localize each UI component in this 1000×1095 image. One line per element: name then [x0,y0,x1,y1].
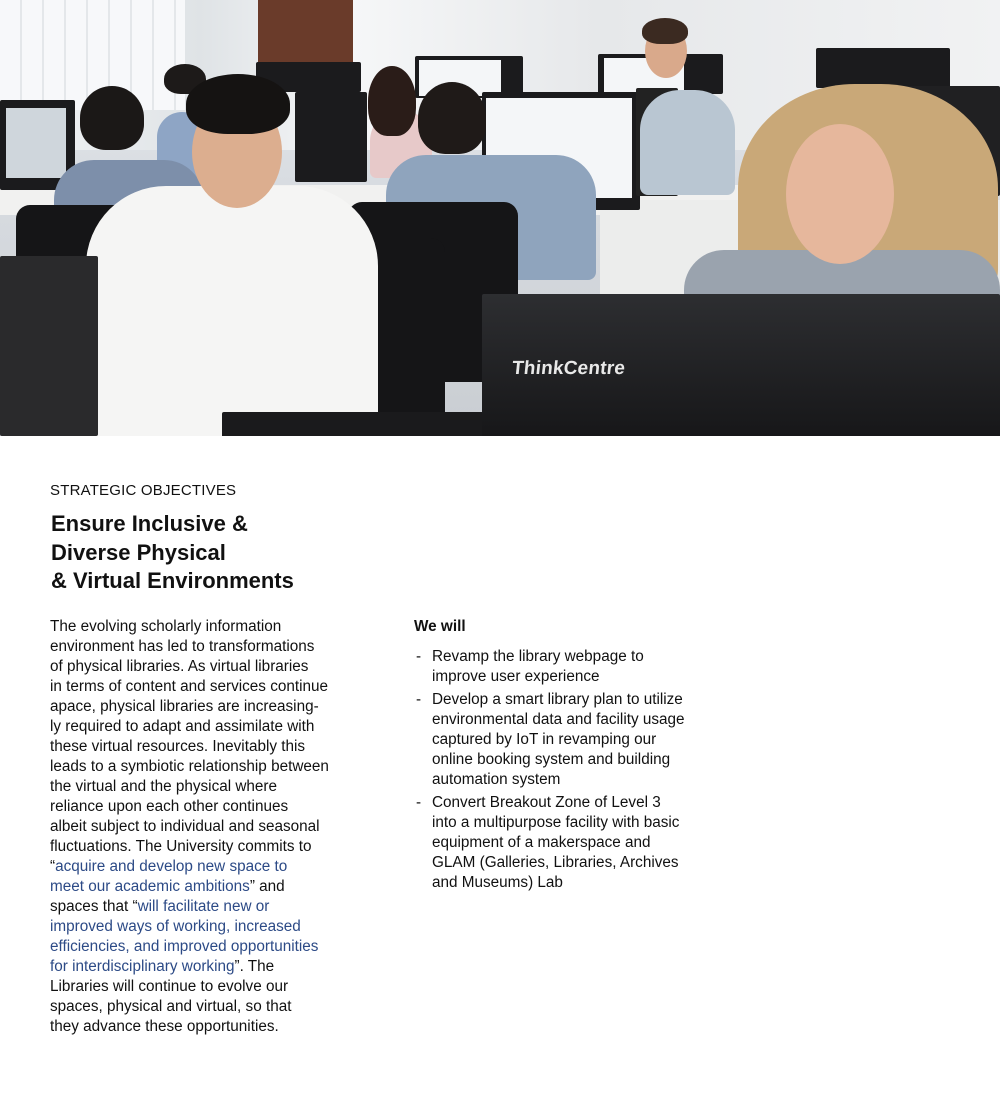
body-line: in terms of content and services continue [50,678,329,695]
actions-heading: We will [414,618,466,635]
section-title [51,510,381,596]
quote-text: meet our academic ambitions [50,878,250,895]
quote-text: will facilitate new or [137,898,270,915]
body-line: apace, physical libraries are increasing- [50,698,319,715]
body-line: Libraries will continue to evolve our [50,978,289,995]
bullet-marker: - [416,648,422,665]
body-line: environment has led to transformations [50,638,315,655]
list-item-line: environmental data and facility usage [432,711,685,728]
body-line: ly required to adapt and assimilate with [50,718,315,735]
person-hair [186,74,290,134]
quote-close-text: ”. The [234,958,275,975]
monitor-brand-label: ThinkCentre [510,358,627,379]
list-item-line: Develop a smart library plan to utilize [432,691,683,708]
list-item [414,690,714,790]
section-eyebrow: STRATEGIC OBJECTIVES [50,482,237,499]
person-head [786,124,894,264]
bullet-marker: - [416,691,422,708]
body-line: they advance these opportunities. [50,1018,279,1035]
body-line: The evolving scholarly information [50,618,282,635]
body-line-quote [50,897,350,917]
hero-photo [0,0,1000,436]
list-item [414,793,714,893]
quote-lead-text: spaces that “ [50,898,138,915]
body-line: spaces, physical and virtual, so that [50,998,292,1015]
quote-text: acquire and develop new space to [55,858,288,875]
body-line: albeit subject to individual and seasonal [50,818,320,835]
list-item-line: captured by IoT in revamping our [432,731,657,748]
list-item-line: equipment of a makerspace and [432,834,651,851]
list-item [414,647,714,687]
person-hair [80,86,144,150]
body-line-quote [50,857,350,877]
list-item-line: into a multipurpose facility with basic [432,814,680,831]
title-line: Diverse Physical [51,539,226,565]
foreground-monitor-left [0,256,98,436]
foreground-monitor-bottom [222,412,500,436]
monitor [816,48,950,88]
list-item-line: online booking system and building [432,751,671,768]
list-item-line: improve user experience [432,668,600,685]
quote-text: for interdisciplinary working [50,958,235,975]
person-back-right [640,90,735,195]
wood-pillar [258,0,353,70]
body-line: leads to a symbiotic relationship between [50,758,329,775]
body-line: fluctuations. The University commits to [50,838,312,855]
body-line: these virtual resources. Inevitably this [50,738,306,755]
quote-text: improved ways of working, increased [50,918,301,935]
body-line: the virtual and the physical where [50,778,278,795]
monitor [295,92,367,182]
body-line: reliance upon each other continues [50,798,289,815]
list-item-line: automation system [432,771,561,788]
list-item-line: Convert Breakout Zone of Level 3 [432,794,661,811]
title-line: Ensure Inclusive & [51,511,248,536]
list-item-line: and Museums) Lab [432,874,563,891]
quote-open-mark: “ [50,858,56,875]
body-line: of physical libraries. As virtual libraries [50,658,309,675]
quote-text: efficiencies, and improved opportunities [50,938,319,955]
person-hair [418,82,486,154]
person-white-shirt [86,186,378,436]
quote-close-text: ” and [249,878,285,895]
title-line: & Virtual Environments [51,568,294,593]
list-item-line: Revamp the library webpage to [432,648,644,665]
body-paragraph [50,617,350,1037]
list-item-line: GLAM (Galleries, Libraries, Archives [432,854,679,871]
person-hair [368,66,416,136]
actions-list [414,647,714,896]
body-line-quote [50,877,350,897]
body-line-quote [50,957,350,977]
bullet-marker: - [416,794,422,811]
person-hair [642,18,688,44]
